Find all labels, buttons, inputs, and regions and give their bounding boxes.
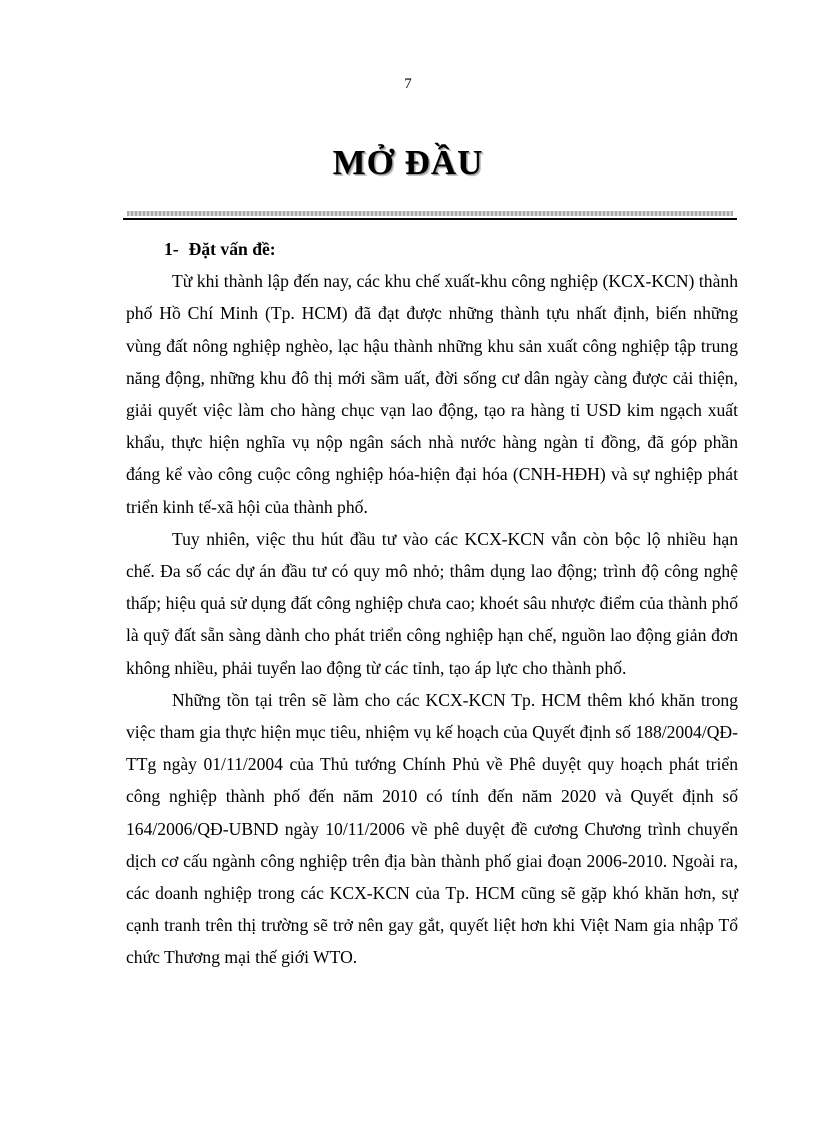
paragraph: Từ khi thành lập đến nay, các khu chế xuất-khu công nghiệp (KCX-KCN) thành phố Hồ Chí Minh (Tp. HCM) đã đạt được những thành tựu nhất định, biến những vùng đất nông nghiệp nghèo, lạc hậu thành những khu sản xuất công nghiệp tập trung năng động, những khu đô thị mới sầm uất, đời sống cư dân ngày càng được cải thiện, giải quyết việc làm cho hàng chục vạn lao động, tạo ra hàng tỉ USD kim ngạch xuất khẩu, thực hiện nghĩa vụ nộp ngân sách nhà nước hàng ngàn tỉ đồng, đã góp phần đáng kể vào công cuộc công nghiệp hóa-hiện đại hóa (CNH-HĐH) và sự nghiệp phát triển kinh tế-xã hội của thành phố. [126, 271, 738, 517]
paragraph: Tuy nhiên, việc thu hút đầu tư vào các KCX-KCN vẫn còn bộc lộ nhiều hạn chế. Đa số các dự án đầu tư có quy mô nhỏ; thâm dụng lao động; trình độ công nghệ thấp; hiệu quả sử dụng đất công nghiệp chưa cao; khoét sâu nhược điểm của thành phố là quỹ đất sẵn sàng dành cho phát triển công nghiệp hạn chế, nguồn lao động giản đơn không nhiều, phải tuyển lao động từ các tỉnh, tạo áp lực cho thành phố. [126, 528, 738, 678]
title-divider [123, 211, 737, 220]
section-number: 1- [164, 239, 179, 259]
section-heading [126, 233, 738, 265]
title-divider-line [123, 218, 737, 220]
paragraph: Những tồn tại trên sẽ làm cho các KCX-KCN Tp. HCM thêm khó khăn trong việc tham gia thực hiện mục tiêu, nhiệm vụ kế hoạch của Quyết định số 188/2004/QĐ-TTg ngày 01/11/2004 của Thủ tướng Chính Phủ về Phê duyệt quy hoạch phát triển công nghiệp thành phố đến năm 2010 có tính đến năm 2020 và Quyết định số 164/2006/QĐ-UBND ngày 10/11/2006 về phê duyệt đề cương Chương trình chuyển dịch cơ cấu ngành công nghiệp trên địa bàn thành phố giai đoạn 2006-2010. Ngoài ra, các doanh nghiệp trong các KCX-KCN của Tp. HCM cũng sẽ gặp khó khăn hơn, sự cạnh tranh trên thị trường sẽ trở nên gay gắt, quyết liệt hơn khi Việt Nam gia nhập Tổ chức Thương mại thế giới WTO. [126, 689, 738, 968]
section-title: Đặt vấn đề: [188, 239, 276, 259]
page-number: 7 [404, 76, 412, 92]
title-divider-band [127, 211, 733, 216]
page-title: MỞ ĐẦU [332, 143, 484, 182]
document-body [126, 233, 738, 974]
